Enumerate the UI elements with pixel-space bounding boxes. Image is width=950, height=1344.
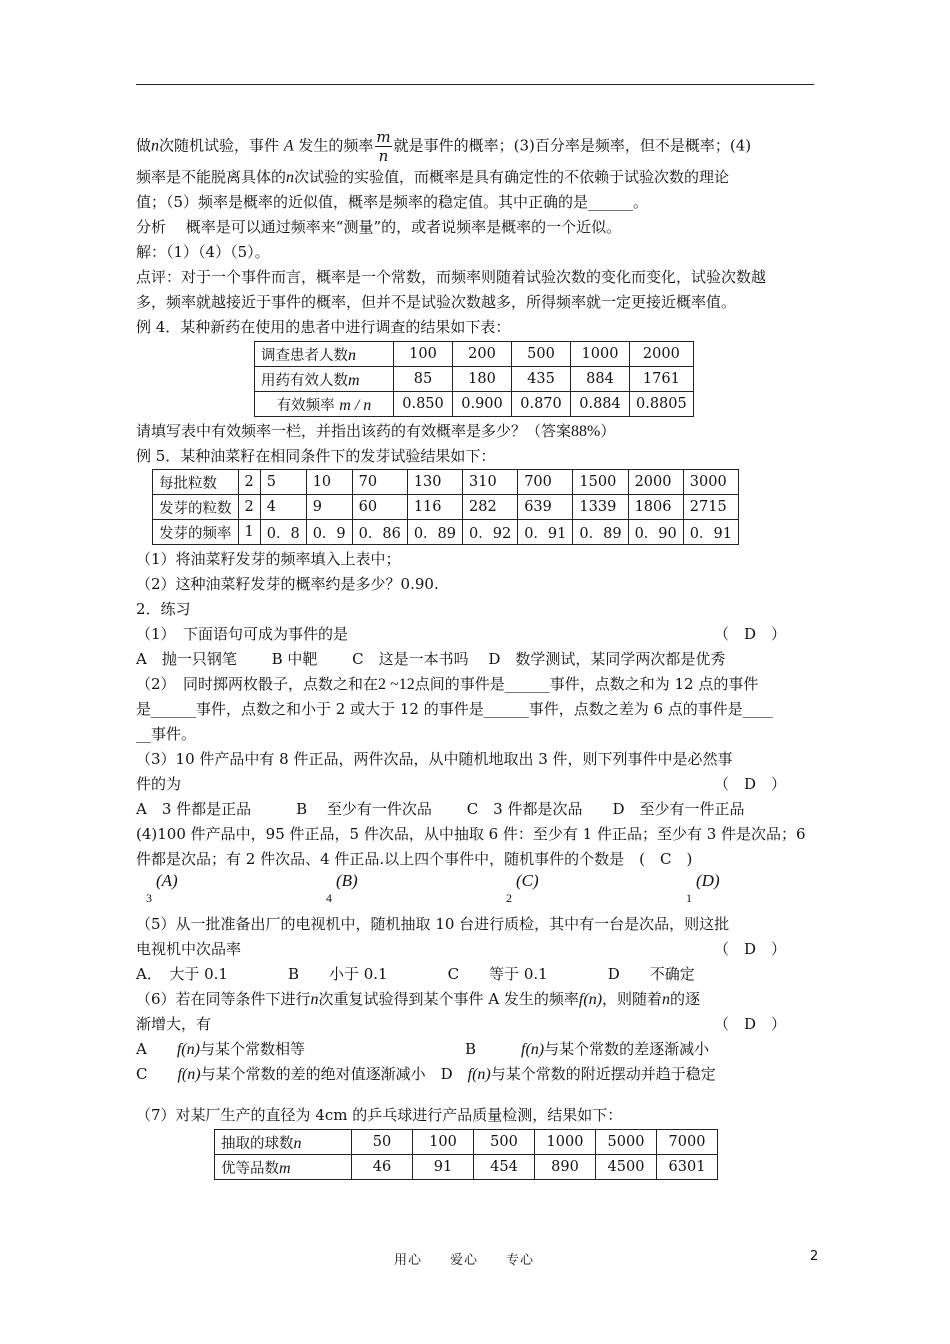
table-row: 发芽的频率 1 0．8 0．9 0．86 0．89 0．92 0．91 0．89 0．90 0．91 [153,520,739,545]
question-line: （6）若在同等条件下进行n次重复试验得到某个事件 A 发生的频率f(n)，则随着n的逐 [136,990,701,1008]
table-row: 有效频率 m / n 0.850 0.900 0.870 0.884 0.8805 [255,392,694,417]
footer-text: 用心 爱心 专心 [394,1253,535,1268]
spacer [136,1087,816,1103]
seed-table [152,469,739,545]
options-line: A 3 件都是正品 B 至少有一件次品 C 3 件都是次品 D 至少有一件正品 [136,800,745,818]
text-line: （2）这种油菜籽发芽的概率约是多少？0.90. [136,575,439,593]
page-content [136,128,816,1180]
question-line: (4)100 件产品中，95 件正品，5 件次品，从中抽取 6 件：至少有 1 件正品；至少有 3 件是次品；6 [136,825,806,843]
text-line: 做n次随机试验，事件 A 发生的频率 $\frac{m}{n}$ 就是事件的概率；(3)百分率是频率，但不是概率；(4) [136,128,752,165]
analysis-line: 分析 概率是可以通过频率来“测量”的，或者说频率是概率的一个近似。 [136,218,622,236]
page-number: 2 [810,1249,819,1264]
option-b: $(B)^4$ [326,870,358,905]
text-line: __事件。 [136,725,197,743]
table-row: 抽取的球数n 50 100 500 1000 5000 7000 [215,1130,718,1155]
question-line: （7）对某厂生产的直径为 4cm 的乒乓球进行产品质量检测，结果如下： [136,1106,623,1124]
section-title: 2．练习 [136,600,191,618]
table-row: 调查患者人数n 100 200 500 1000 2000 [255,342,694,367]
comment-line: 多，频率就越接近于事件的概率，但并不是试验次数越多，所得频率就一定更接近概率值。 [136,293,737,311]
drug-table [254,341,694,417]
ball-table [214,1129,718,1180]
solution-line: 解：（1）（4）（5）。 [136,243,270,261]
text-line: 件都是次品；有 2 件次品、4 件正品.以上四个事件中，随机事件的个数是 ( C ) [136,850,693,868]
option-c: $(C)^2$ [506,870,539,905]
example5-title: 例 5．某种油菜籽在相同条件下的发芽试验结果如下： [136,447,496,465]
table-row: 发芽的粒数 2 4 9 60 116 282 639 1339 1806 2715 [153,495,739,520]
table-row: 用药有效人数m 85 180 435 884 1761 [255,367,694,392]
question-line: （3）10 件产品中有 8 件正品，两件次品，从中随机地取出 3 件，则下列事件中是必然事 [136,750,733,768]
options-line: A f(n)与某个常数相等 B f(n)与某个常数的差逐渐减小 [136,1040,710,1058]
table-row: 每批粒数 2 5 10 70 130 310 700 1500 2000 3000 [153,470,739,495]
question-line: （2） 同时掷两枚骰子，点数之和在2 ~12点间的事件是______事件，点数之和为 12 点的事件 [136,675,759,693]
answer-mark: （ D ） [714,1015,787,1033]
answer-mark: （ D ） [714,940,787,958]
option-a: $(A)^3$ [146,870,178,905]
answer-mark: （ D ） [714,775,787,793]
question-line: （5）从一批准备出厂的电视机中，随机抽取 10 台进行质检，其中有一台是次品，则这批 [136,915,730,933]
options-line: A． 大于 0.1 B 小于 0.1 C 等于 0.1 D 不确定 [136,965,695,983]
table-row: 优等品数m 46 91 454 890 4500 6301 [215,1155,718,1180]
text-line: 是______事件，点数之和小于 2 或大于 12 的事件是______事件，点数之差为 6 点的事件是____ [136,700,773,718]
text-line: 件的为 （ D ） [136,772,816,797]
options-line: C f(n)与某个常数的差的绝对值逐渐减小 D f(n)与某个常数的附近摆动并趋于稳定 [136,1065,716,1083]
text-line: 渐增大，有 （ D ） [136,1012,816,1037]
text-line: 频率是不能脱离具体的n次试验的实验值，而概率是具有确定性的不依赖于试验次数的理论 [136,168,730,186]
fraction-m-over-n: $\frac{m}{n}$ [376,128,391,165]
text-line: （1）将油菜籽发芽的频率填入上表中； [136,550,401,568]
answer-mark: （ D ） [714,625,787,643]
question-line: （1） 下面语句可成为事件的是 （ D ） [136,622,816,647]
text-line: 请填写表中有效频率一栏，并指出该药的有效概率是多少？（答案88%） [136,422,616,440]
text-line: 电视机中次品率 （ D ） [136,937,816,962]
comment-line: 点评：对于一个事件而言，概率是一个常数，而频率则随着试验次数的变化而变化，试验次数越 [136,268,767,286]
text-line: 值；（5）频率是概率的近似值，概率是频率的稳定值。其中正确的是______。 [136,193,649,211]
options-line: A 抛一只钢笔 B 中靶 C 这是一本书吗 D 数学测试，某同学两次都是优秀 [136,650,726,668]
choice-options [136,872,816,912]
example4-title: 例 4．某种新药在使用的患者中进行调查的结果如下表： [136,318,511,336]
header-rule [136,84,814,85]
option-d: $(D)^1$ [686,870,720,905]
